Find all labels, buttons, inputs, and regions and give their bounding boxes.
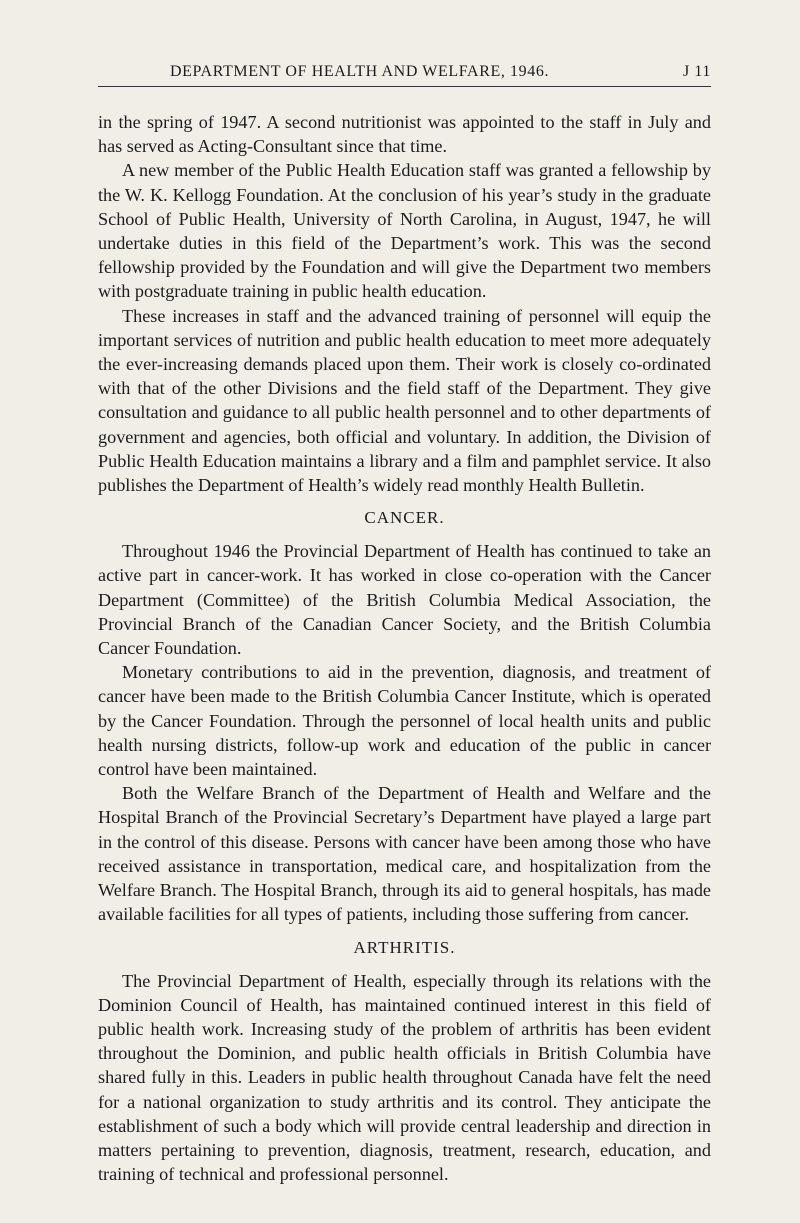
section-heading-arthritis: ARTHRITIS.	[353, 937, 456, 957]
paragraph-kellogg-fellowship: A new member of the Public Health Education staff was granted a fellowship by the W. K. Kellogg Foundation. At the conclusion of his year’s study in the graduate School of Public Health, University of North Carolina, in August, 1947, he will undertake duties in this field of the Department’s work. This was the second fellowship provided by the Foundation and will give the Department two members with postgraduate training in public health education.	[98, 160, 711, 302]
paragraph-continued: in the spring of 1947. A second nutritionist was appointed to the staff in July and has served as Acting-Consultant since that time.	[98, 112, 711, 157]
paragraph-cancer-contributions: Monetary contributions to aid in the prevention, diagnosis, and treatment of cancer have been made to the British Columbia Cancer Institute, which is operated by the Cancer Foundation. Through the personnel of local health units and public health nursing districts, follow-up work and education of the public in cancer control have been maintained.	[98, 662, 711, 780]
body-text	[98, 110, 711, 1186]
paragraph-cancer-cooperation: Throughout 1946 the Provincial Department of Health has continued to take an active part in cancer-work. It has worked in close co-operation with the Cancer Department (Committee) of the British Columbia Medical Association, the Provincial Branch of the Canadian Cancer Society, and the British Columbia Cancer Foundation.	[98, 541, 711, 659]
header-title: DEPARTMENT OF HEALTH AND WELFARE, 1946.	[170, 63, 550, 80]
paragraph-staff-increases: These increases in staff and the advanced training of personnel will equip the important services of nutrition and public health education to meet more adequately the ever-increasing demands placed upon them. Their work is closely co-ordinated with that of the other Divisions and the field staff of the Department. They give consultation and guidance to all public health personnel and to other departments of government and agencies, both official and voluntary. In addition, the Division of Public Health Education maintains a library and a film and pamphlet service. It also publishes the Department of Health’s widely read monthly Health Bulletin.	[98, 305, 711, 496]
running-header	[98, 58, 711, 87]
paragraph-cancer-welfare-hospital: Both the Welfare Branch of the Department of Health and Welfare and the Hospital Branch of the Provincial Secretary’s Department have played a large part in the control of this disease. Persons with cancer have been among those who have received assistance in transportation, medical care, and hospitalization from the Welfare Branch. The Hospital Branch, through its aid to general hospitals, has made available facilities for all types of patients, including those suffering from cancer.	[98, 783, 711, 925]
section-heading-cancer: CANCER.	[364, 508, 445, 528]
page-number: J 11	[682, 63, 711, 80]
paragraph-arthritis: The Provincial Department of Health, especially through its relations with the Dominion Council of Health, has maintained continued interest in this field of public health work. Increasing study of the problem of arthritis has been evident throughout the Dominion, and public health officials in British Columbia have shared fully in this. Leaders in public health throughout Canada have felt the need for a national organization to study arthritis and its control. They anticipate the establishment of such a body which will provide central leadership and direction in matters pertaining to prevention, diagnosis, treatment, research, education, and training of technical and professional personnel.	[98, 970, 711, 1185]
